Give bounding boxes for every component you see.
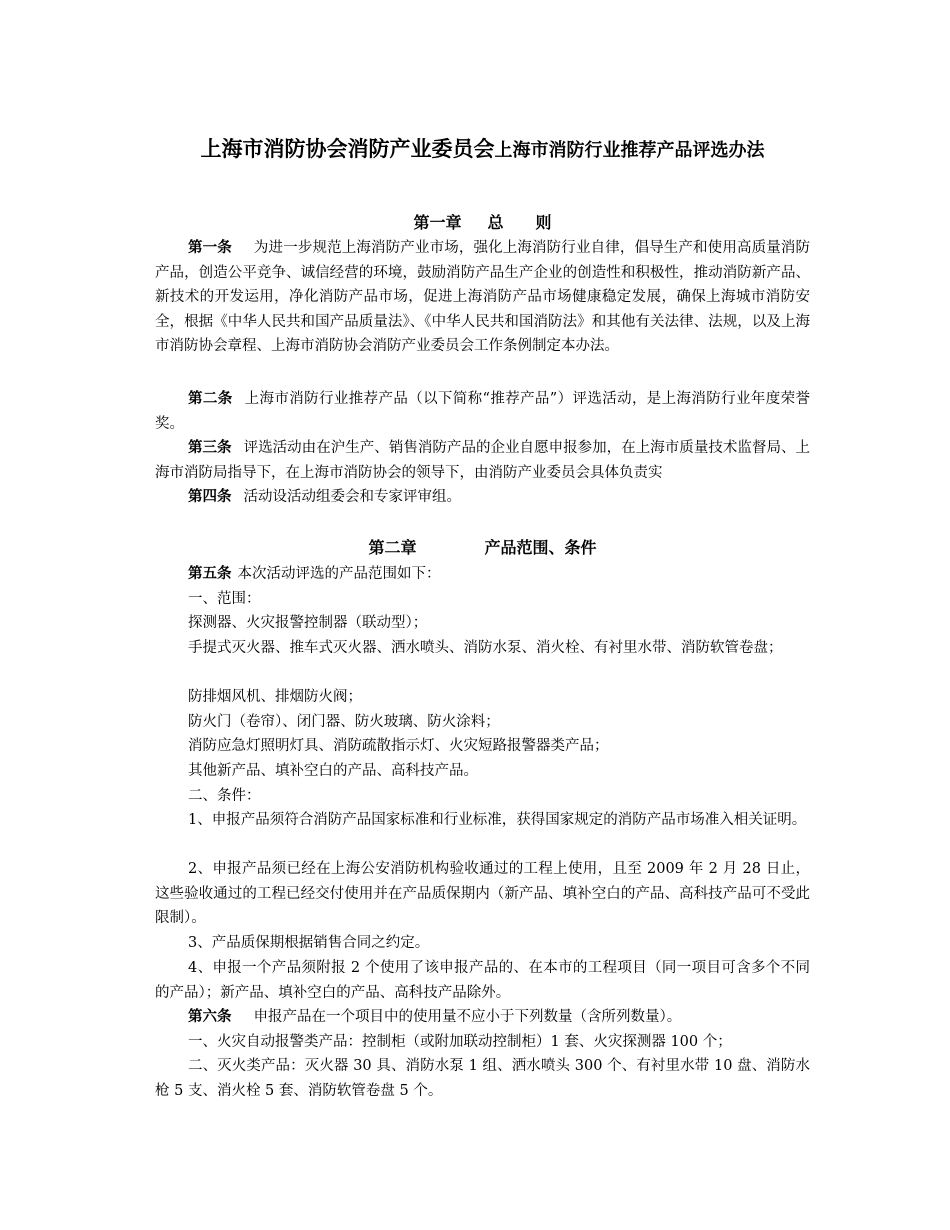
article-1-label: 第一条 <box>188 239 232 256</box>
article-6-label: 第六条 <box>188 1008 232 1025</box>
article-4-label: 第四条 <box>188 488 232 505</box>
scope-item: 探测器、火灾报警控制器（联动型）； <box>188 615 428 631</box>
article-3-text: 评选活动由在沪生产、销售消防产品的企业自愿申报参加，在上海市质量技术监督局、上海市消防局指导下，在上海市消防协会的领导下，由消防产业委员会具体负责实 <box>155 440 811 481</box>
condition-item: 2、申报产品须已经在上海公安消防机构验收通过的工程上使用，且至 2009 年 2 月 28 日止，这些验收通过的工程已经交付使用并在产品质保期内（新产品、填补空白的产品、高科技产品可不受此限制）。 <box>155 861 810 926</box>
condition-item: 4、申报一个产品须附报 2 个使用了该申报产品的、在本市的工程项目（同一项目可含多个不同的产品）；新产品、填补空白的产品、高科技产品除外。 <box>155 960 810 1001</box>
article-2-label: 第二条 <box>188 390 233 407</box>
article-2 <box>155 387 810 436</box>
conditions-heading: 二、条件： <box>188 788 261 804</box>
chapter-2-number: 第二章 <box>368 538 417 557</box>
article-5 <box>155 562 810 587</box>
article-1-text: 为进一步规范上海消防产业市场，强化上海消防行业自律，倡导生产和使用高质量消防产品，创造公平竞争、诚信经营的环境，鼓励消防产品生产企业的创造性和积极性，推动消防新产品、新技术的开发运用，净化消防产品市场，促进上海消防产品市场健康稳定发展，确保上海城市消防安全，根据《中华人民共和国产品质量法》、《中华人民共和国消防法》和其他有关法律、法规，以及上海市消防协会章程、上海市消防协会消防产业委员会工作条例制定本办法。 <box>155 240 811 354</box>
chapter-2-heading <box>155 536 810 560</box>
scope-item: 消防应急灯照明灯具、消防疏散指示灯、火灾短路报警器类产品； <box>188 738 609 754</box>
article-3-label: 第三条 <box>188 439 232 456</box>
article-6 <box>155 1005 810 1030</box>
article-2-text: 上海市消防行业推荐产品（以下简称“推荐产品”）评选活动，是上海消防行业年度荣誉奖。 <box>155 391 811 432</box>
scope-item: 其他新产品、填补空白的产品、高科技产品。 <box>188 763 478 779</box>
article-6-text: 申报产品在一个项目中的使用量不应小于下列数量（含所列数量）。 <box>253 1009 682 1025</box>
condition-item: 1、申报产品须符合消防产品国家标准和行业标准，获得国家规定的消防产品市场准入相关证明。 <box>188 812 807 828</box>
article-6-item: 一、火灾自动报警类产品：控制柜（或附加联动控制柜）1 套、火灾探测器 100 个； <box>188 1034 732 1050</box>
title-part-2: 上海市消防行业推荐产品评选办法 <box>494 140 765 161</box>
chapter-1-name: 总 则 <box>487 213 552 232</box>
scope-item: 防排烟风机、排烟防火阀； <box>188 689 362 705</box>
title-part-1: 上海市消防协会消防产业委员会 <box>200 136 495 161</box>
scope-item: 防火门（卷帘）、闭门器、防火玻璃、防火涂料； <box>188 714 500 730</box>
article-5-text: 本次活动评选的产品范围如下： <box>237 566 441 582</box>
article-1 <box>155 236 810 359</box>
document-title <box>155 135 810 166</box>
scope-item: 手提式灭火器、推车式灭火器、洒水喷头、消防水泵、消火栓、有衬里水带、消防软管卷盘； <box>188 640 783 656</box>
article-4 <box>155 485 810 510</box>
chapter-2-name: 产品范围、条件 <box>484 538 597 557</box>
article-3 <box>155 436 810 485</box>
condition-item: 3、产品质保期根据销售合同之约定。 <box>188 935 430 951</box>
article-5-label: 第五条 <box>188 565 232 582</box>
chapter-1-heading <box>155 211 810 235</box>
chapter-1-number: 第一章 <box>413 213 462 232</box>
article-4-text: 活动设活动组委会和专家评审组。 <box>243 489 461 505</box>
article-6-item: 二、灭火类产品：灭火器 30 具、消防水泵 1 组、洒水喷头 300 个、有衬里水带 10 盘、消防水枪 5 支、消火栓 5 套、消防软管卷盘 5 个。 <box>155 1058 810 1099</box>
scope-heading: 一、范围： <box>188 591 261 607</box>
document-page <box>155 0 810 1230</box>
